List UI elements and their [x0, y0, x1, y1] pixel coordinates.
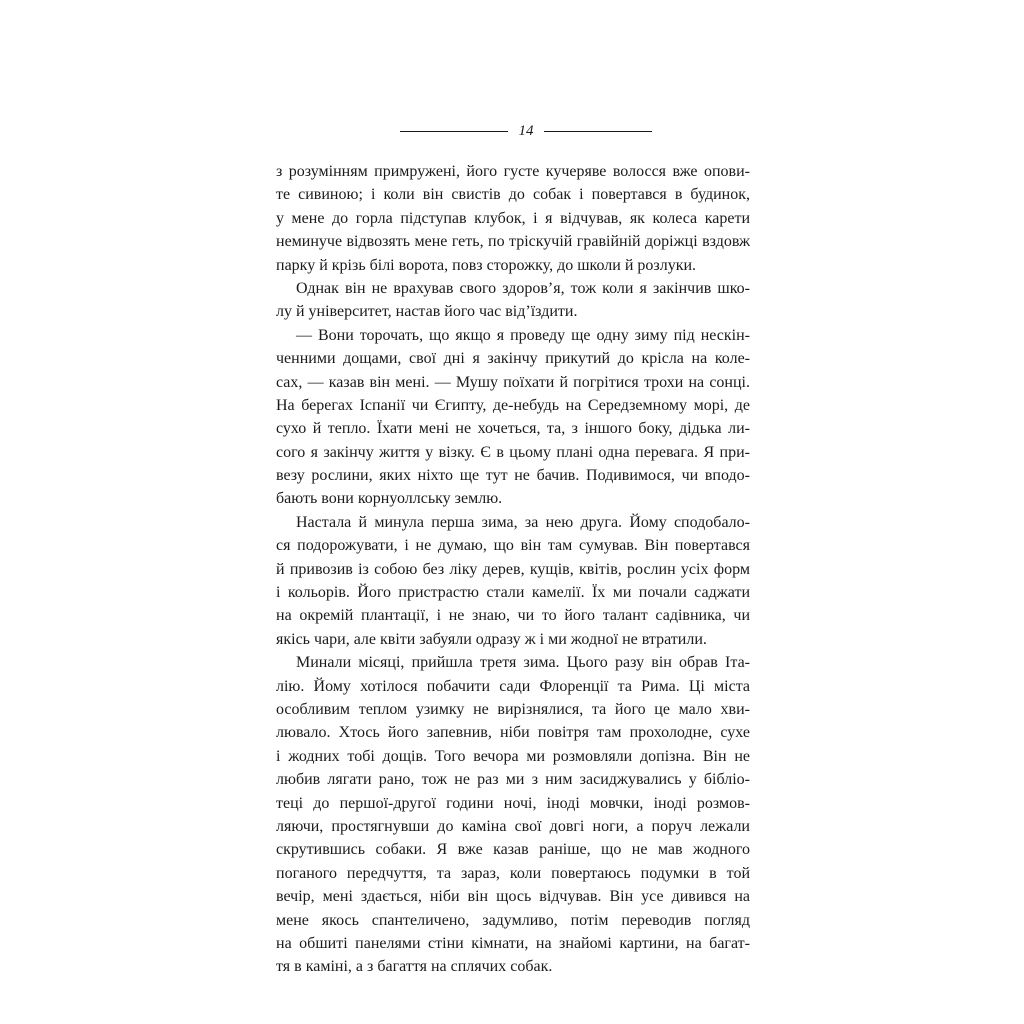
page-header — [400, 121, 652, 141]
text-line: сах, — казав він мені. — Мушу поїхати й погрітися трохи на сонці. — [276, 373, 750, 391]
text-line: Минали місяці, прийшла третя зима. Цього разу він обрав Іта- — [296, 654, 750, 672]
text-line: на окремій плантації, і не знаю, чи то його талант садівника, чи — [276, 607, 750, 625]
text-line: теці до першої-другої години ночі, іноді мовчки, іноді розмов- — [276, 794, 750, 812]
text-line: вечір, мені здається, ніби він щось відчував. Він усе дивився на — [276, 888, 750, 906]
text-line: з розумінням примружені, його густе кучеряве волосся вже опови- — [276, 163, 750, 180]
text-line: — Вони торочать, що якщо я проведу ще одну зиму під нескін- — [296, 326, 750, 344]
text-line: тя в каміні, а з багаття на сплячих собак. — [276, 958, 553, 976]
text-line: лію. Йому хотілося побачити сади Флоренції та Рима. Ці міста — [276, 677, 750, 695]
text-line: неминуче відвозять мене геть, по тріскучій гравійній доріжці вздовж — [276, 233, 750, 251]
text-line: Однак він не врахував свого здоров’я, тож коли я закінчив шко- — [296, 279, 750, 297]
text-line: любив лягати рано, тож не раз ми з ним засиджувались у бібліо- — [276, 771, 750, 789]
text-line: те сивиною; і коли він свистів до собак і повертався в будинок, — [276, 186, 750, 204]
text-line: якісь чари, але квіти забуяли одразу ж і ми жодної не втратили. — [276, 630, 707, 648]
header-rule-right — [544, 131, 652, 132]
text-line: везу рослини, яких ніхто ще тут не бачив. Подивимося, чи вподо- — [276, 467, 750, 485]
text-line: ляючи, простягнувши до каміна свої довгі ноги, а поруч лежали — [276, 817, 750, 835]
text-line: ченними дощами, свої дні я закінчу прикутий до крісла на коле- — [276, 350, 750, 368]
page-number: 14 — [518, 123, 534, 139]
text-line: особливим теплом узимку не вирізнялися, та його це мало хви- — [276, 700, 750, 718]
text-line: Настала й минула перша зима, за нею друга. Йому сподобало- — [296, 513, 750, 531]
text-line: і жодних тобі дощів. Того вечора ми розмовляли допізна. Він не — [276, 747, 750, 765]
header-rule-left — [400, 131, 508, 132]
text-line: На берегах Іспанії чи Єгипту, де-небудь на Середземному морі, де — [276, 396, 750, 414]
text-line: поганого передчуття, та зараз, коли повертаюсь подумки в той — [276, 864, 750, 882]
text-line: мене якось спантеличено, задумливо, потім переводив погляд — [276, 911, 750, 929]
text-line: сого я закінчу життя у візку. Є в цьому плані одна перевага. Я при- — [276, 443, 750, 461]
text-line: й привозив із собою без ліку дерев, кущів, квітів, рослин усіх форм — [276, 560, 750, 578]
text-line: бають вони корнуоллську землю. — [276, 490, 503, 508]
text-line: сухо й тепло. Їхати мені не хочеться, та, з іншого боку, дідька ли- — [276, 420, 750, 438]
text-line: ся подорожувати, і не думаю, що він там сумував. Він повертався — [276, 537, 750, 555]
text-line: скрутившись собаки. Я вже казав раніше, що не мав жодного — [276, 841, 750, 859]
text-line: лювало. Хтось його запевнив, ніби повітря там прохолодне, сухе — [276, 724, 750, 742]
text-line: парку й крізь білі ворота, повз сторожку, до школи й розлуки. — [276, 256, 697, 274]
text-line: лу й університет, настав його час від’їздити. — [276, 303, 578, 321]
text-line: на обшиті панелями стіни кімнати, на знайомі картини, на багат- — [276, 934, 750, 952]
text-line: і кольорів. Його пристрастю стали камелії. Їх ми почали саджати — [276, 584, 750, 602]
body-text — [276, 160, 750, 979]
text-line: у мене до горла підступав клубок, і я відчував, як колеса карети — [276, 209, 750, 227]
